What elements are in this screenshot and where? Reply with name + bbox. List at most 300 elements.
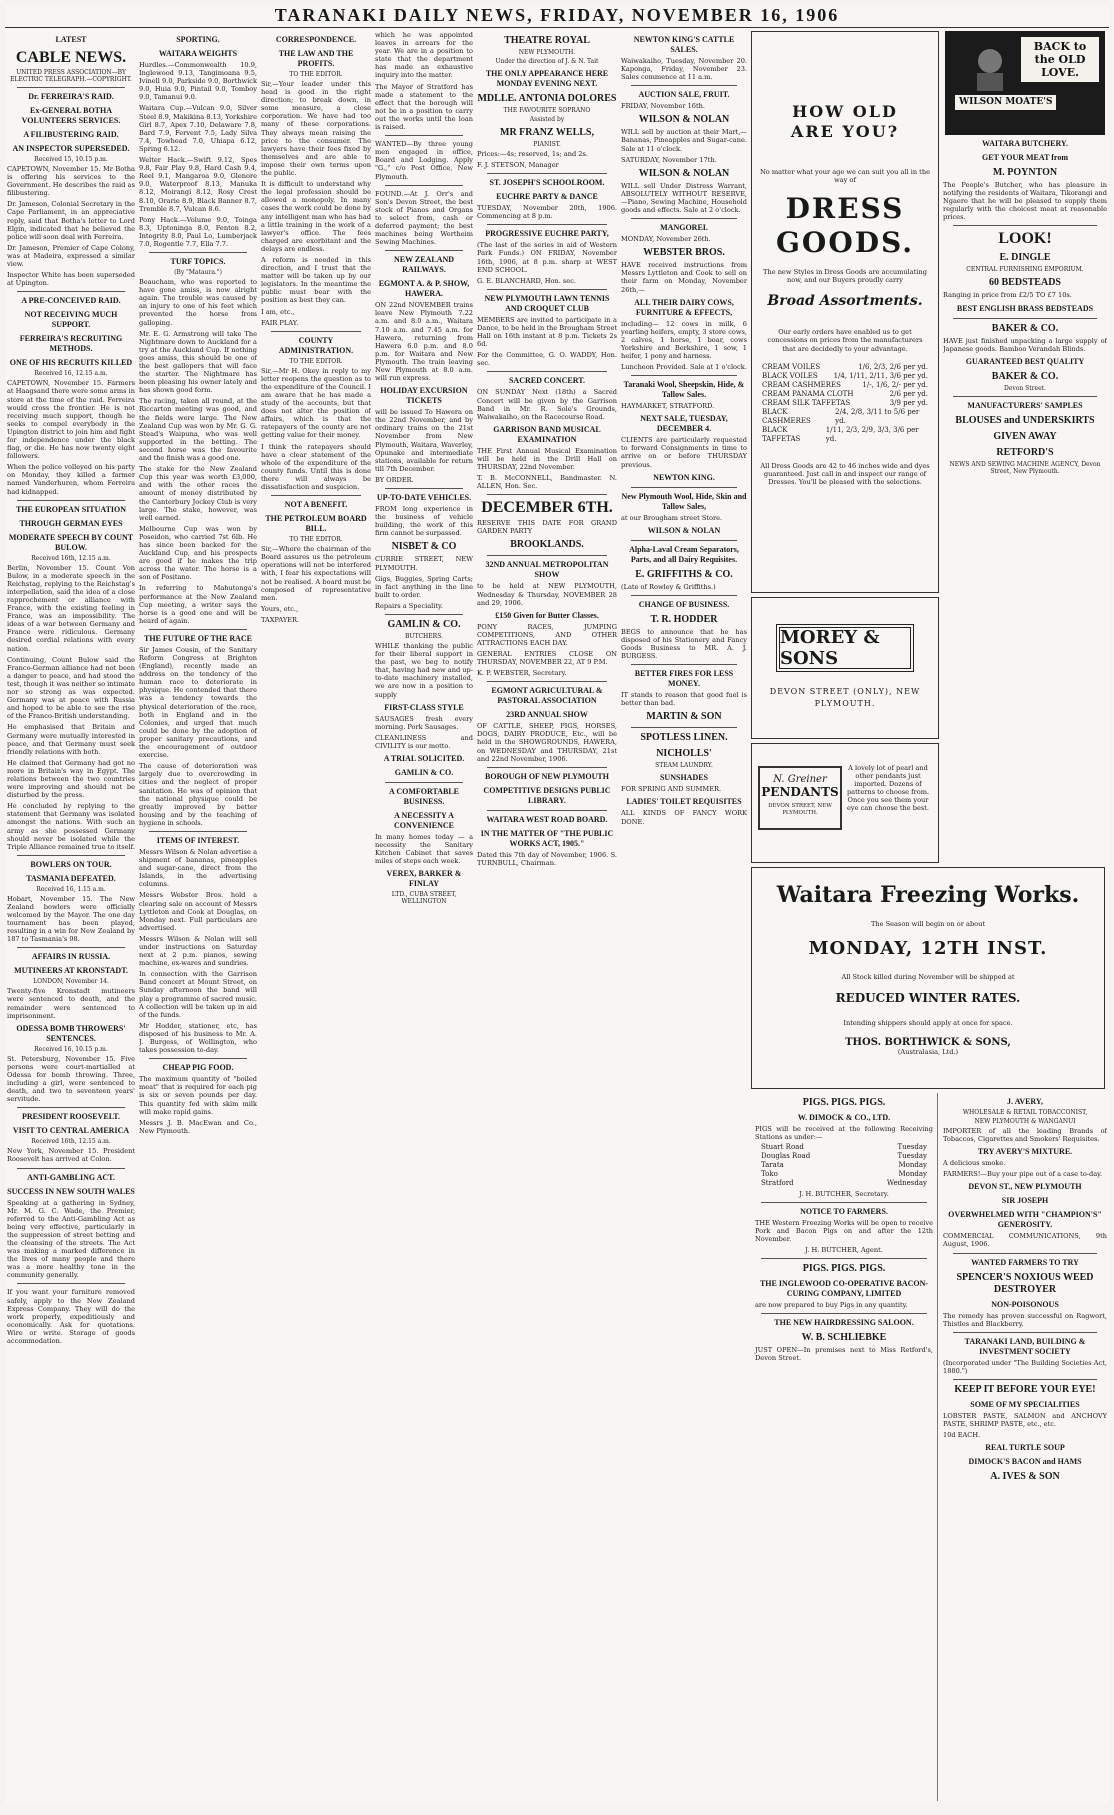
dateline: Received 16, 12.15 a.m. [34,370,108,378]
ad-heading: NISBET & CO [391,541,457,553]
ad-text: GENERAL ENTRIES CLOSE ON THURSDAY, NOVEMBER 22, AT 9 P.M. [477,650,617,667]
divider [487,767,607,768]
fabric-name: CREAM PANAMA CLOTH [762,389,854,398]
ad-text: HAVE just finished unpacking a large supply of Japanese goods. Bamboo Verandah Blinds. [943,336,1107,353]
headline: FERREIRA'S RECRUITING METHODS. [19,334,123,354]
article-paragraph: Continuing, Count Bulow said the Franco-German alliance had not been a danger to peace, and had stood the test, though it was neither so intimate nor so strong as was expected. Germany was at peace with Russia and hoped to be able to see the rise of the Franco-British understanding. [7,655,135,721]
headline: AFFAIRS IN RUSSIA. [31,952,111,962]
article-paragraph: Pony Hack.—Volume 9.0, Toinga 8.3, Uptoninga 8.0, Fenton 8.2, Integrity 8.0, Paul Lo, Lumberjack 7.0, Rogentle 7.7, Ella 7.7. [139,215,257,248]
ad-subheading: CENTRAL FURNISHING EMPORIUM. [966,266,1084,274]
ad-text: WHILE thanking the public for their liberal support in the past, we beg to notify that, having had new and up-to-date machinery installed, we are now in a position to supply [375,641,473,699]
article-paragraph: Sir James Cousin, of the Sanitary Reform Congress at Brighton (England), recently made an address on the tendency of the human race to deteriorate in physique. He contended that there was a tendency towards the physical deterioration of the race, both in England and in the Colonies, and urged that much could be done by the adoption of proper sanitary precautions, and the encouragement of outdoor exercise. [139,645,257,760]
price-row [762,372,928,381]
ad-heading: LOOK! [998,230,1052,248]
section-title: SPORTING. [176,35,220,44]
ad-heading: New Plymouth Wool, Hide, Skin and Tallow Sales, [621,491,747,511]
ad-subheading: Under the direction of J. & N. Tait [495,58,599,65]
receiving-station-row [761,1179,927,1188]
column-cable-news [7,31,135,1801]
divider [487,224,607,225]
ad-heading: MANUFACTURERS' SAMPLES [967,400,1083,410]
ad-heading: T. R. HODDER [650,613,718,625]
column-entertainment [477,31,617,1801]
dateline: Received 16th, 12.15 a.m. [31,554,111,562]
advertisement-text: If you want your furniture removed safely, apply to the New Zealand Express Company. They will do the work properly, expeditiously and economically. Ask for quotations. Wire or write. Storage of goods accommodation. [7,1288,135,1345]
article-paragraph: Waitara Cup.—Vulcan 9.0, Silver Steel 8.9, Makikina 8.13, Yorkshire Girl 8.7, Apex 7.10, Delaware 7.8, Bard 7.9, Fervent 7.5, Lady Silva 7.4, Towhead 7.0, Uhiapa 6.12, Spring 6.12. [139,104,257,153]
divider [631,664,737,665]
ad-heading: GUARANTEED BEST QUALITY [965,356,1085,366]
dateline: Received 16th, 12.15 a.m. [31,1138,111,1146]
divider [631,375,737,376]
headline: AN INSPECTOR SUPERSEDED. [12,144,130,153]
ad-text: to be held at NEW PLYMOUTH, Wednesday & Thursday, NOVEMBER 28 and 29, 1906. [477,582,617,607]
ad-text: Luncheon Provided. Sale at 1 o'clock. [621,363,747,372]
ad-heading: NON-POISONOUS [991,1299,1059,1309]
headline: ITEMS OF INTEREST. [156,835,240,845]
price-list [762,363,928,444]
ad-text: Intending shippers should apply at once for space. [843,1019,1013,1028]
fabric-name: CREAM CASHMERES [762,380,841,389]
divider [385,782,463,783]
ad-text: (The last of the series in aid of Western Park Funds.) ON FRIDAY, November 16th, 1906, at 8 p.m. sharp at WEST END SCHOOL. [477,241,617,274]
ad-subheading: NEW PLYMOUTH. [518,49,576,56]
letter-paragraph: Sir,—Mr H. Okey in reply to my letter reopens the question as to the expenditure of the Council. I am aware that he has made a study of the accounts, but that does not alter the position of affairs, which is that the ratepayers of the county are not getting value for their money. [261,366,371,440]
ad-text: Ranging in price from £2/5 TO £7 10s. [943,291,1072,300]
ad-heading: SIR JOSEPH [1001,1196,1049,1206]
article-paragraph: Speaking at a gathering in Sydney, Mr. M. G. C. Wade, the Premier, referred to the Anti-Gambling Act as being very effective, particularly in the suppression of street betting and the cleansing of the streets. The Act was making a marked difference in the lives of many people and there was a more healthy tone in the community generally. [7,1198,135,1280]
ad-text: ON SUNDAY Next (18th) a Sacred Concert will be given by the Garrison Band in Mr. R. Sole's Grounds, Waiwakaiho, on the Racecourse Road. [477,388,617,421]
ad-heading: Alpha-Laval Cream Separators, Parts, and all Dairy Requisites. [629,544,739,564]
divider [17,1283,125,1284]
price-row [762,399,928,408]
ad-subheading: (Australasia, Ltd.) [897,1048,959,1057]
ad-heading: M. POYNTON [992,167,1058,178]
dateline: Received 15, 10.15 p.m. [34,156,108,163]
headline: NOT RECEIVING MUCH SUPPORT. [24,310,118,330]
ad-heading: AUCTION SALE, FRUIT. [638,90,730,100]
letter-signature: TAXPAYER. [261,615,300,624]
ad-subheading: Assisted by [529,116,565,123]
ad-text: will be issued To Hawera on the 22nd November, and by ordinary trains on the 21st November from New Plymouth, Waitara, Waverley, Opunake and intermediate stations, available for return till 7th December. [375,408,473,473]
greiner-logo-box [758,766,842,830]
headline: BOWLERS ON TOUR. [30,859,112,869]
headline: WAITARA WEIGHTS [158,49,238,58]
ad-heading: SPENCER'S NOXIOUS WEED DESTROYER [956,1271,1094,1295]
article-paragraph: Dr. Jameson, Colonial Secretary in the Cape Parliament, in an appreciative reply, said that Botha's letter to Lord Elgin, indicated that he believed the police will soon deal with Ferreira. [7,200,135,241]
divider [487,289,607,290]
fabric-name: CREAM SILK TAFFETAS [762,398,851,407]
ad-heading: FIRST-CLASS STYLE [384,702,464,712]
waitara-freezing-works-advertisement [751,867,1105,1089]
ad-text: PONY RACES, JUMPING COMPETITIONS, AND OTHER ATTRACTIONS EACH DAY. [477,622,617,647]
ad-address: DEVON STREET, NEW PLYMOUTH. [768,803,832,816]
station-day: Tuesday [897,1152,927,1161]
fabric-price: 1/11, 2/3, 2/9, 3/3, 3/6 per yd. [825,425,919,443]
salutation: TO THE EDITOR. [289,536,343,544]
divider [631,540,737,541]
ad-text: All Stock killed during November will be shipped at [841,973,1015,982]
ad-signoff: J. H. BUTCHER, Agent. [805,1245,883,1254]
station-day: Tuesday [897,1143,927,1152]
ad-heading: MR FRANZ WELLS, [500,127,594,138]
ad-heading: NEXT SALE, TUESDAY, DECEMBER 4. [640,414,728,434]
article-paragraph: In referring to Mahutonga's performance at the New Zealand Cup meeting, a writer says the horse is a good one and will be heard of again. [139,584,257,625]
article-paragraph: Messrs Webster Bros. hold a clearing sale on account of Messrs Lyttleton and Cook at Douglas, on Monday next. Full particulars are advertised. [139,891,257,932]
ad-text: For the Committee, G. O. WADDY, Hon. sec. [477,351,617,368]
ad-heading: WILSON & NOLAN [647,525,721,535]
ad-text: FARMERS!—Buy your pipe out of a case to-day. [943,1170,1103,1179]
ad-text: JUST OPEN—In premises next to Miss Retford's, Devon Street. [755,1345,933,1362]
ad-heading: THE ONLY APPEARANCE HERE MONDAY EVENING NEXT. [485,69,609,88]
ad-text: TUESDAY, November 20th, 1906. Commencing at 8 p.m. [477,204,617,221]
headline: MUTINEERS AT KRONSTADT. [14,966,128,976]
station-day: Monday [898,1161,927,1170]
headline: SUCCESS IN NEW SOUTH WALES [7,1186,135,1196]
ad-heading: PROGRESSIVE EUCHRE PARTY, [485,229,609,239]
receiving-stations-list [761,1143,927,1188]
ad-text: HAYMARKET, STRATFORD. [621,402,715,411]
receiving-station-row [761,1152,927,1161]
ad-text: K. P. WEBSTER, Secretary. [477,669,567,678]
ad-text: ALL KINDS OF FANCY WORK DONE. [621,809,747,826]
fabric-name: CREAM VOILES [762,362,821,371]
letter-paragraph: It is difficult to understand why the legal profession should be allowed a monopoly. In many cases the work could be done by any intelligent man who has had a little training in the work of a lawyer's office. The fees charged are exorbitant and the delays are endless. [261,180,371,253]
divider [953,396,1097,397]
article-paragraph: Messrs J. B. MacEwan and Co., New Plymouth. [139,1118,257,1135]
divider [761,1313,927,1314]
ad-heading: PENDANTS [761,785,839,799]
letter-signoff: I am, etc., [261,307,295,316]
ad-text: All Dress Goods are 42 to 46 inches wide and dyes guaranteed. Just call in and inspect our range of Dresses. You'll be pleased with the selections. [760,461,930,486]
divider [953,1253,1097,1254]
divider [149,831,247,832]
divider [487,173,607,174]
ad-heading: EGMONT A. & P. SHOW, HAWERA. [378,279,470,299]
ad-heading: IN THE MATTER OF "THE PUBLIC WORKS ACT, 1905." [480,828,614,848]
article-paragraph: St. Petersburg, November 15. Five persons were court-martialled at Odessa for bomb throwing. Three, including a girl, were sentenced to death, and two to seventeen years' servitude. [7,1054,135,1104]
ad-subtitle: Broad Assortments. [767,293,923,310]
dateline: Received 16, 10.15 p.m. [34,1045,108,1053]
ad-heading: ALL THEIR DAIRY COWS, FURNITURE & EFFECTS, [634,297,734,317]
ad-heading: OVERWHELMED WITH "CHAMPION'S" GENEROSITY. [948,1210,1102,1230]
salutation: TO THE EDITOR. [289,71,343,78]
headline: Dr. FERREIRA'S RAID. [28,92,114,101]
ad-heading: KEEP IT BEFORE YOUR EYE! [954,1383,1096,1395]
greiner-pendants-advertisement [751,743,939,863]
article-paragraph: Messrs Wilson & Nolan advertise a shipment of bananas, pineapples and sugar-cane, direct from the Islands, in the advertising columns. [139,847,257,889]
divider [487,810,607,811]
ad-heading: SUNSHADES [659,773,708,783]
ad-text: WILL sell Under Distress Warrant, ABSOLUTELY WITHOUT RESERVE,—Piano, Sewing Machine, Household goods and effects. Sale at 2 o'clock. [621,181,747,215]
column-right-ads [943,31,1107,861]
ad-heading: WEBSTER BROS. [643,247,725,259]
ad-heading: PIGS. PIGS. PIGS. [802,1097,886,1108]
ad-text: MEMBERS are invited to participate in a Dance, to be held in the Brougham Street Hall on 16th instant at 8 p.m. Tickets 2s 6d. [477,315,617,349]
ad-heading: Taranaki Wool, Sheepskin, Hide, & Tallow Sales. [623,380,745,400]
ad-text: Our early orders have enabled us to get concessions on prices from the manufacturers that are decidedly to your advantage. [767,328,923,353]
ad-text: G. E. BLANCHARD, Hon. sec. [477,276,576,285]
divider [953,1332,1097,1333]
salutation: TO THE EDITOR. [289,357,343,365]
divider [149,1058,247,1059]
ad-heading: LADIES' TOILET REQUISITES [626,797,742,807]
ad-headline: MONDAY, 12TH INST. [808,938,1048,960]
ad-text: RESERVE THIS DATE FOR GRAND GARDEN PARTY [477,519,617,536]
divider [487,371,607,372]
article-paragraph: The racing, taken all round, at the Riccarton meeting was good, and the fields were large. The New Zealand Cup was won by Mr. G. G. Stead's Waipuna, who was well supported in the betting. The second horse was the favourite and the finish was a good one. [139,397,257,463]
headline: THROUGH GERMAN EYES [19,518,123,528]
ad-heading: BOROUGH OF NEW PLYMOUTH [485,771,609,781]
article-paragraph: Berlin, November 15. Count Von Bulow, in a moderate speech in the Reichstag, replying to the Reichstag's interpellation, said the idea of a close rapprochement or alliance with France, with the existing feeling in France, was an impossibility. The ideas of a war between Germany and France were ridiculous. Germany desired cordial relations with every nation. [7,563,135,653]
ad-heading: MDLLE. ANTONIA DOLORES [477,93,617,104]
classified-ad: FOUND.—At J. Orr's and Son's Devon Street, the best stock of Pianos and Organs to select from, cash or deferred payment; the best machines being Wertheim Sewing Machines. [375,189,473,247]
divider [953,225,1097,226]
ad-subheading: NEW PLYMOUTH & WANGANUI [974,1118,1076,1125]
fabric-price: 1/4, 1/11, 2/11, 3/6 per yd. [833,371,928,380]
headline: A FILIBUSTERING RAID. [23,130,119,139]
ad-heading: WANTED FARMERS TO TRY [971,1257,1079,1267]
ad-text: (Incorporated under "The Building Societies Act, 1880.") [943,1358,1107,1375]
letter-paragraph: A reform is needed in this direction, and I trust that the matter will be taken up by our legislators. In the meantime the public must bear with the position as best they can. [261,255,371,305]
ad-text: CURRIE STREET, NEW PLYMOUTH. [375,555,473,572]
price-row [762,408,928,426]
ad-text: OF CATTLE, SHEEP, PIGS, HORSES, DOGS, DAIRY PRODUCE, Etc., will be held in the SHOWGROUNDS, HAWERA, on WEDNESDAY and THURSDAY, 21st and 22nd November, 1906. [477,722,617,763]
ad-heading: E. DINGLE [999,252,1051,264]
column-auctions [621,31,747,1801]
divider [17,1168,125,1169]
article-paragraph: Dr. Jameson, Premier of Cape Colony, was at Madeira, expressed a similar view. [7,243,135,269]
article-paragraph: The Mayor of Stratford has made a statement to the effect that the borough will not be in a position to carry out the works until the loan is raised. [375,82,473,132]
column-correspondence [261,31,371,1801]
article-paragraph: The stake for the New Zealand Cup this year was worth £3,000, and with the other races the amount of money distributed by the Canterbury Jockey Club is very large. The stake, however, was well earned. [139,465,257,522]
article-paragraph: He emphasised that Britain and Germany were mutually interested in peace, and that Germany must seek friendly relations with both. [7,723,135,756]
morey-logo: MOREY & SONS [776,624,914,672]
ad-heading: DIMOCK'S BACON and HAMS [968,1457,1082,1467]
station-name: Stratford [761,1179,794,1188]
ad-headline: ARE YOU? [790,122,900,141]
ad-text: 10d EACH. [943,1431,981,1440]
article-paragraph: The maximum quantity of "boiled meat" that is required for each pig is six or seven pounds per day. This quantity fed with skim milk will make rapid gains. [139,1075,257,1116]
ad-heading: J. AVERY, [1007,1097,1043,1106]
ad-headline: REDUCED WINTER RATES. [835,991,1021,1006]
ad-heading: A. IVES & SON [990,1471,1060,1483]
receiving-station-row [761,1143,927,1152]
article-paragraph: Hurdles.—Commonwealth 10.9, Inglewood 9.13, Tangimoana 9.5, Ivinell 9.0, Parkside 9.0, Borthwick 9.0, Huia 9.0, Pintail 9.0, Tomboy 9.0, Tamanui 9.0. [139,61,257,102]
price-row [762,381,928,390]
ad-heading: DEVON ST., NEW PLYMOUTH [968,1182,1082,1192]
ad-heading: GAMLIN & CO. [394,768,454,777]
station-name: Tarata [761,1161,784,1170]
cable-news-subtitle: UNITED PRESS ASSOCIATION—BY ELECTRIC TELEGRAPH.—COPYRIGHT. [10,69,132,83]
ad-heading: NEW ZEALAND RAILWAYS. [393,255,455,275]
ad-heading: MARTIN & SON [646,711,722,723]
headline: THE PETROLEUM BOARD BILL. [265,514,367,534]
ad-heading: A NECESSITY A CONVENIENCE [393,811,454,830]
article-paragraph: When the police volleyed on his party on Monday, they killed a farmer named Vanderhuren, whom Ferreira had kidnapped. [7,463,135,496]
ad-heading: SACRED CONCERT. [508,376,586,386]
ad-heading: THEATRE ROYAL [504,35,590,46]
ad-text: (Late of Rowley & Griffiths.) [621,582,716,591]
classified-ad: WANTED—By three young men engaged in office, Board and Lodging. Apply "G.," c/o Post Office, New Plymouth. [375,140,473,181]
fabric-price: 1/6, 2/3, 2/6 per yd. [858,362,928,371]
ad-text: SATURDAY, November 17th. [621,155,717,164]
article-paragraph: Hobart, November 15. The New Zealand bowlers were officially welcomed by the Mayor. The one day tournament has been played, resulting in a win for New Zealand by 187 to Tasmania's 98. [7,894,135,944]
ad-heading: WILSON & NOLAN [638,114,730,126]
ad-heading: £150 Given for Butter Classes. [495,610,599,620]
ad-text: LOBSTER PASTE, SALMON and ANCHOVY PASTE, SHRIMP PASTE, etc., etc. [943,1411,1107,1429]
article-paragraph: Welter Hack.—Swift 9.12, Spes 9.8, Fair Play 9.8, Hard Cash 9.4, Reel 9.1, Mangaroa 9.0, Glenore 9.0, Waterproof 8.13, Manuka 8.12, Moirangi 8.12, Rosy Crest 8.10, Orarie 8.9, Black Banner 8.7, Tremble 8.7, Vulcan 8.6. [139,156,257,213]
divider [631,85,737,86]
ad-subheading: Devon Street. [1004,384,1046,392]
article-paragraph: Melbourne Cup was won by Poseidon, who carried 7st 6lb. He has since been backed for the Auckland Cup, and his prospects are good if he makes the trip across the water. The horse is a son of Positano. [139,524,257,582]
station-day: Wednesday [886,1179,927,1188]
divider [17,855,125,856]
ad-heading: WAITARA BUTCHERY. [982,139,1068,148]
divider [385,185,463,186]
divider [761,1258,927,1259]
ad-text: The People's Butcher, who has pleasure in notifying the residents of Waitara, Tikorangi and Ngaere that he will be pleased to supply them regularly with the choicest meat at reasonable prices. [943,181,1107,222]
ad-text: Repairs a Speciality. [375,601,443,610]
ad-text: are now prepared to buy Pigs in any quantity. [755,1300,908,1309]
headline: Ex-GENERAL BOTHA VOLUNTEERS SERVICES. [21,106,121,125]
divider [149,629,247,630]
ad-text: WILL sell by auction at their Mart,—Bananas, Pineapples and Sugar-cane. Sale at 11 o'clock. [621,128,747,153]
ad-text: Dated this 7th day of November, 1906. S. TURNBULL, Chairman. [477,850,617,867]
article-paragraph: The cause of deterioration was largely due to overcrowding in cities and the neglect of proper sanitation. He was of opinion that the national physique could be greatly improved by better housing and by the teaching of hygiene in schools. [139,762,257,827]
divider [385,488,463,489]
ad-heading: SPOTLESS LINEN. [640,732,728,744]
divider [487,494,607,495]
divider [271,331,361,332]
ad-heading: NOTICE TO FARMERS. [800,1207,888,1217]
ad-heading: HOLIDAY EXCURSION TICKETS [380,386,468,406]
dateline: Received 16, 1.15 a.m. [36,885,106,893]
station-name: Stuart Road [761,1143,804,1152]
headline: NOT A BENEFIT. [284,500,348,510]
ad-heading: W. DIMOCK & CO., LTD. [797,1113,891,1122]
station-name: Toko [761,1170,778,1179]
ad-heading: A COMFORTABLE BUSINESS. [388,787,460,806]
fabric-price: 2/4, 2/8, 3/11 to 5/6 per yd. [835,407,920,425]
ad-heading: GET YOUR MEAT from [981,153,1068,162]
article-paragraph: He concluded by replying to the statement that Germany was isolated amongst the nations. With such an army as she possessed Germany should never be isolated while the Triple Alliance remained true to itself. [7,802,135,851]
letter-paragraph: Sir,—Your leader under this head is good in the right direction; to break down, in some measure, a close corporation. We have had too many of these corporations. They always mean raising the price to the consumer. The lawyers have their fees fixed by themselves and are able to impose their own terms upon the public. [261,80,371,178]
ad-heading: BROOKLANDS. [510,539,584,551]
divider [487,681,607,682]
ad-text: PIGS will be received at the following Receiving Stations as under:— [755,1125,933,1142]
divider [761,1202,927,1203]
divider [385,614,463,615]
ad-text: IT stands to reason that good fuel is better than bad. [621,691,747,708]
divider [271,495,361,496]
ad-headline: WILSON MOATE'S [955,95,1056,110]
ad-heading: A TRIAL SOLICITED. [383,754,465,763]
ad-signoff: THOS. BORTHWICK & SONS, [845,1037,1011,1049]
divider [17,500,125,501]
ad-heading: N. Greiner [773,774,827,785]
ad-address: DEVON STREET (ONLY), NEW PLYMOUTH. [769,687,921,708]
ad-text: THE Western Freezing Works will be open to receive Pork and Bacon Pigs on and after the 12th November. [755,1219,933,1244]
article-paragraph: Mr Hodder, stationer, etc, has disposed of his business to Mr. A. J. Burgess, of Wellington, who takes possession to-day. [139,1021,257,1055]
ad-heading: THE NEW HAIRDRESSING SALOON. [774,1317,914,1327]
headline: TURF TOPICS. [170,257,226,267]
ad-heading: GARRISON BAND MUSICAL EXAMINATION [493,424,601,444]
ad-heading: NEW PLYMOUTH LAWN TENNIS AND CROQUET CLUB [484,293,610,313]
ad-text: at our Brougham street Store. [621,513,723,522]
ad-text: CLEANLINESS and CIVILITY is our motto. [375,733,473,750]
ad-text: F. J. STETSON, Manager [477,161,559,170]
masthead-rule [5,27,1109,28]
divider [631,218,737,219]
column-ads-left [375,31,473,1801]
ad-heading: RETFORD'S [996,446,1054,458]
dateline: LONDON, November 14. [33,978,109,986]
ad-text: The new Styles in Dress Goods are accumulating now, and our Buyers proudly carry [763,268,927,285]
ad-heading: UP-TO-DATE VEHICLES. [376,493,472,503]
ad-subheading: THE FAVOURITE SOPRANO [503,107,591,114]
ad-subheading: STEAM LAUNDRY. [655,762,713,770]
ad-heading: REAL TURTLE SOUP [985,1443,1065,1453]
letter-paragraph: Sir,—Where the chairman of the Board assures us the petroleum operations will not be interfered with, I fear his expectations will not be realised. A board must be composed of representative men. [261,545,371,602]
headline: THE FUTURE OF THE RACE [143,633,252,643]
ad-subheading: WHOLESALE & RETAIL TOBACCONIST, [962,1109,1088,1116]
headline: CHEAP PIG FOOD. [162,1063,234,1073]
headline: ODESSA BOMB THROWERS' SENTENCES. [16,1023,126,1043]
divider [17,87,125,88]
ad-heading: NEWTON KING. [653,472,715,482]
ad-heading: GIVEN AWAY [993,430,1057,442]
ad-heading: VEREX, BARKER & FINLAY [386,869,462,889]
divider [487,555,607,556]
ad-heading: DECEMBER 6TH. [481,499,613,517]
ad-heading: W. B. SCHLIEBKE [801,1331,887,1343]
divider [17,291,125,292]
ad-text: SAUSAGES fresh every morning. Pork Sausages. [375,714,473,731]
ad-text: In many homes today — a necessity the Sanitary Kitchen Cabinet that saves miles of steps each week. [375,833,473,866]
article-paragraph: Messrs Wilson & Nolan will sell under instructions on Saturday next at 2 p.m. pianos, sewing machine, ex-wares and sundries. [139,934,257,968]
section-title: CORRESPONDENCE. [275,35,357,44]
article-paragraph: He claimed that Germany had got no more in Britain's way in Egypt. The relations between the two countries were improving and should not be disturbed by the press. [7,758,135,800]
ad-heading: BETTER FIRES FOR LESS MONEY. [634,669,734,689]
ad-heading: PIGS. PIGS. PIGS. [802,1262,886,1274]
divider [631,487,737,488]
divider [631,727,737,728]
ad-text: ON 22nd NOVEMBER trains leave New Plymouth 7.22 a.m. and 8.0 a.m., Waitara 7.10 a.m. and 7.45 a.m. for Hawera, returning from Hawera 6.0 p.m. and 8.0 p.m. for Waitara and New Plymouth. The train leaving New Plymouth at 8.0 a.m. will run express. [375,301,473,383]
ad-text: Waiwakaiho, Tuesday, November 20. Kaponga, Friday, November 23. Sales commence at 11 a.m. [621,57,747,82]
ad-heading: TARANAKI LAND, BUILDING & INVESTMENT SOCIETY [964,1336,1086,1356]
ad-heading: BAKER & CO. [991,322,1059,334]
divider [17,1107,125,1108]
headline: A PRE-CONCEIVED RAID. [21,296,121,306]
ad-heading: BAKER & CO. [991,370,1059,382]
ad-text: FROM long experience in the business of vehicle building, the work of this firm cannot be surpassed. [375,505,473,538]
ad-subheading: BUTCHERS. [405,632,443,640]
price-row [762,390,928,399]
ad-signoff: J. H. BUTCHER, Secretary. [799,1190,889,1199]
price-row [762,363,928,372]
newspaper-page [5,5,1109,1805]
headline: THE LAW AND THE PROFITS. [278,49,354,68]
receiving-station-row [761,1161,927,1170]
divider [385,135,463,136]
fabric-price: 1/-, 1/6, 2/- per yd. [862,380,928,389]
ad-heading: COMPETITIVE DESIGNS PUBLIC LIBRARY. [483,785,611,805]
ad-text: MONDAY, November 26th. [621,235,711,244]
article-paragraph: CAPETOWN, November 15. Mr Botha is offering his services to the Government. He describes the raid as filibustering. [7,165,135,198]
ad-subheading: LTD., CUBA STREET, WELLINGTON [391,891,457,906]
ad-text: COMMERCIAL COMMUNICATIONS, 9th August, 1906. [943,1232,1107,1249]
headline: ANTI-GAMBLING ACT. [27,1172,115,1182]
